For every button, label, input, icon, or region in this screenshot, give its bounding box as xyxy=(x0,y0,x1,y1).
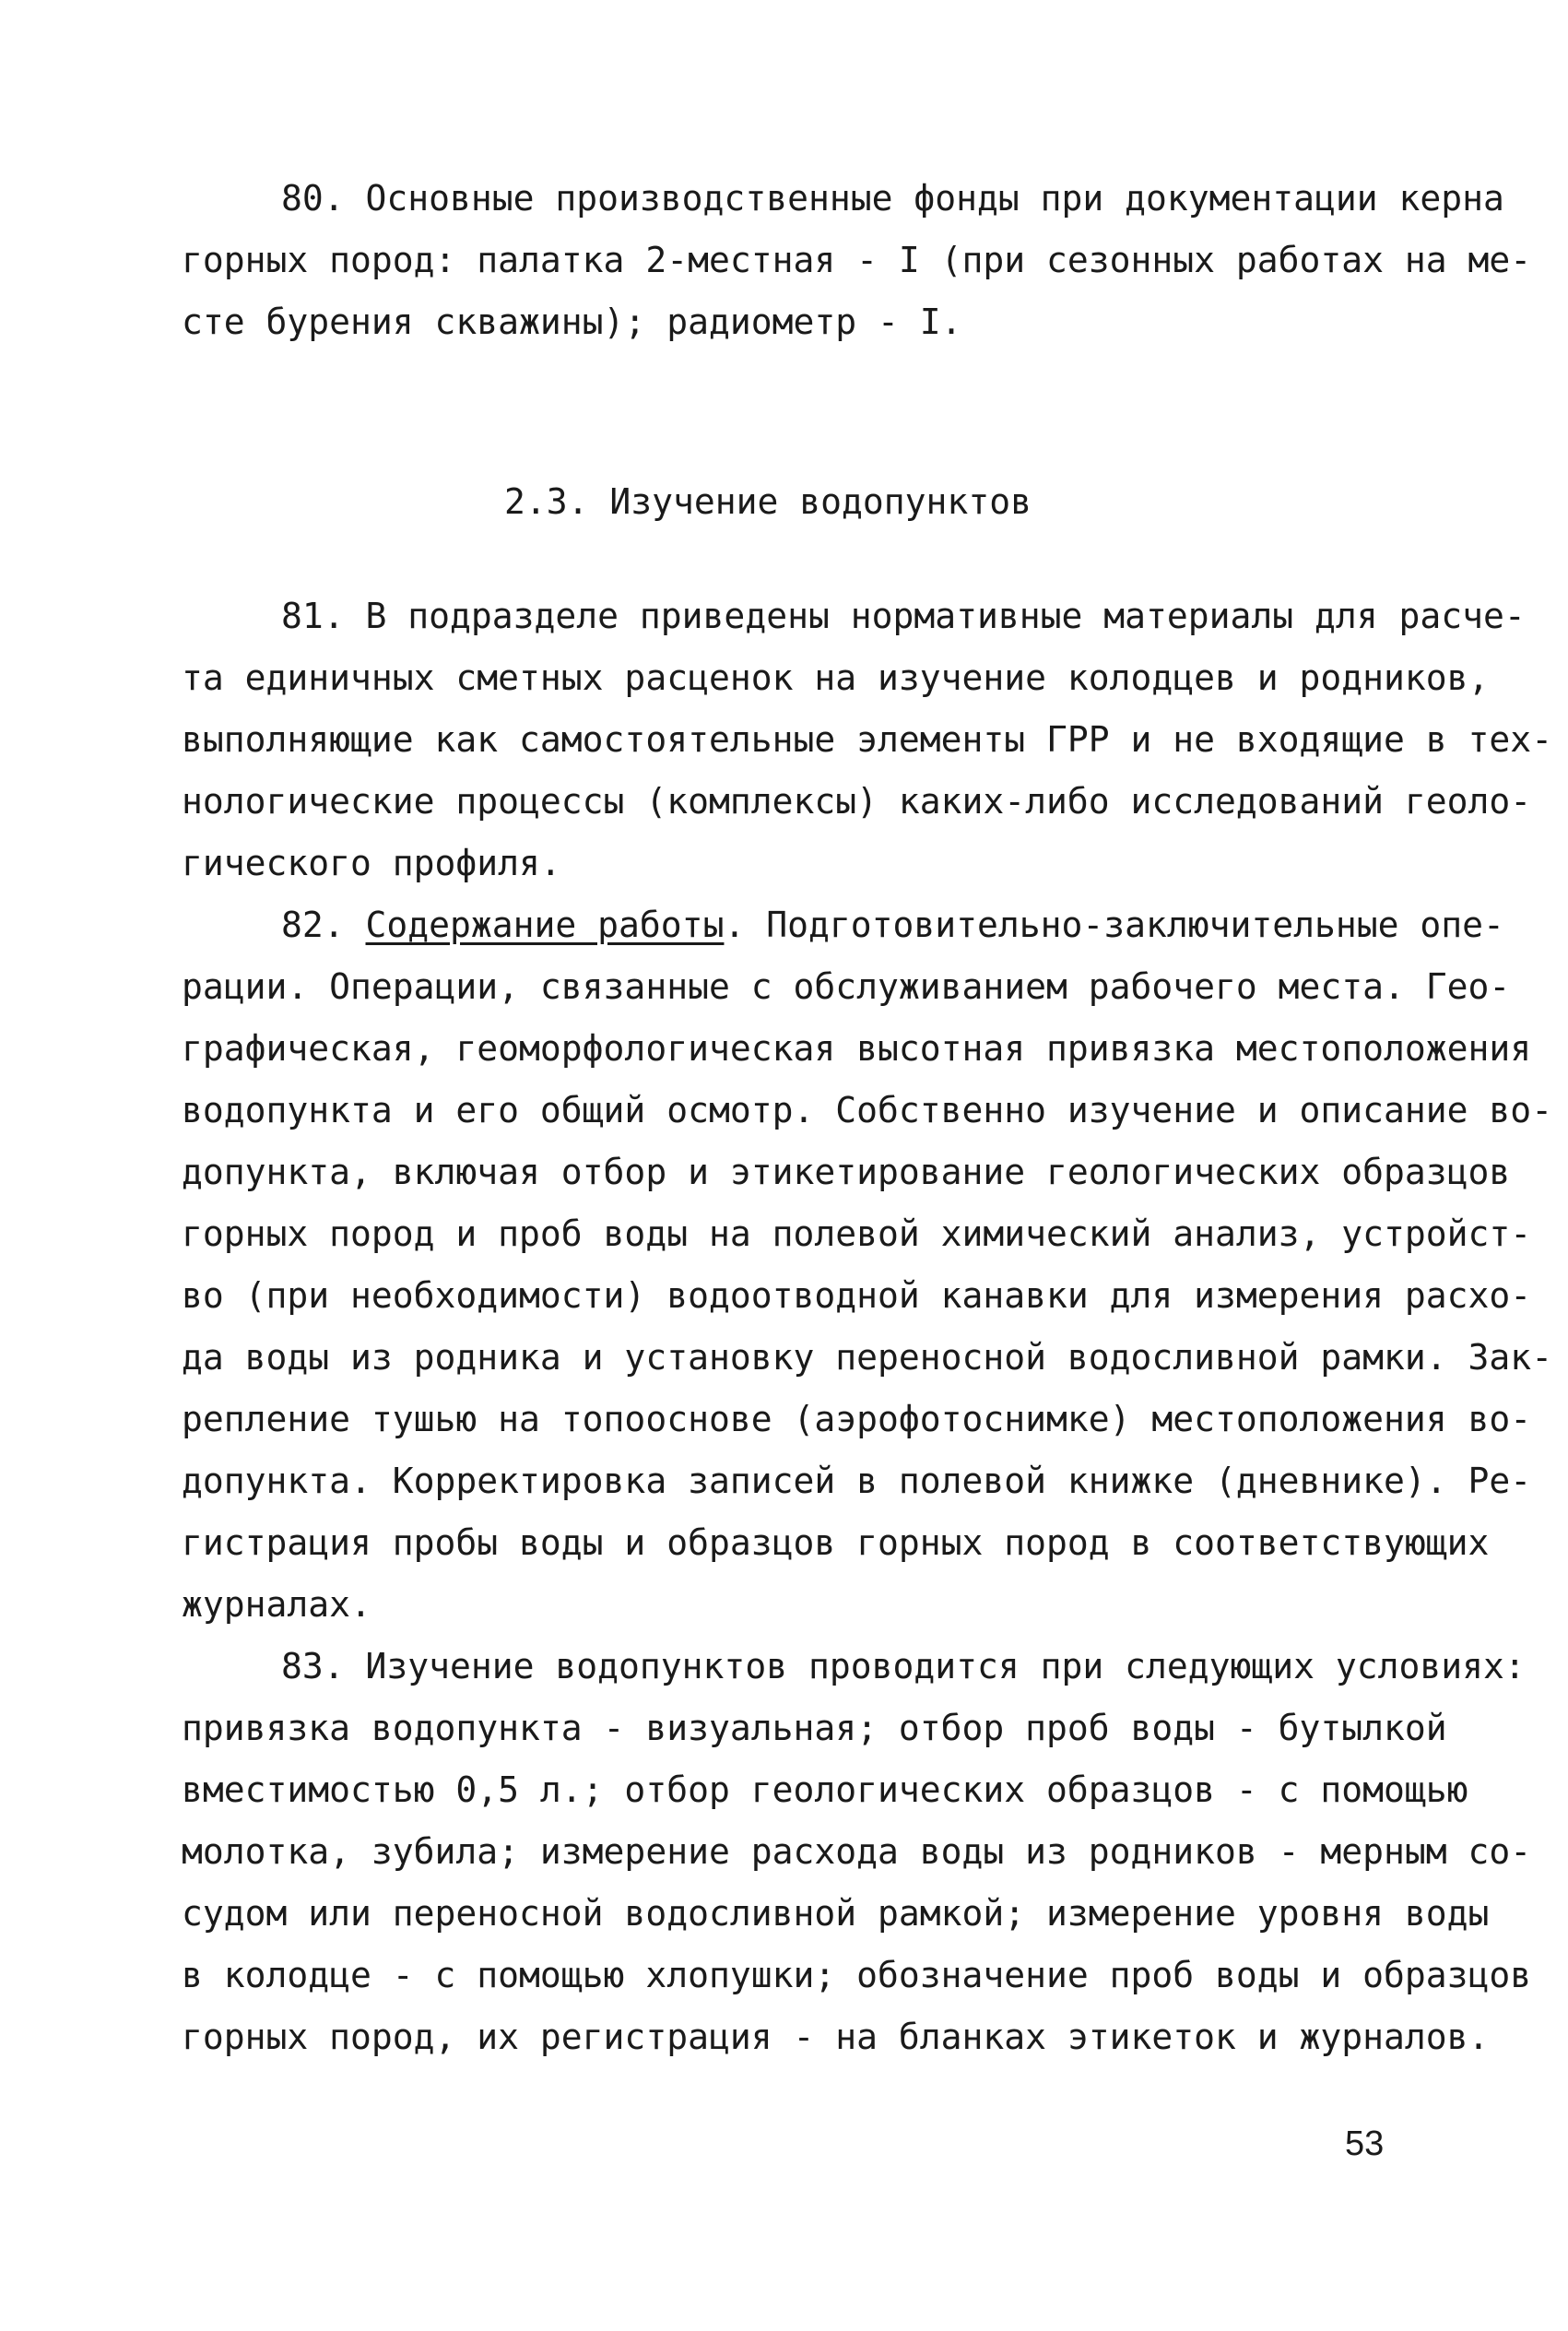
paragraph-81-line-2: та единичных сметных расценок на изучение колодцев и родников, xyxy=(182,657,1490,698)
paragraph-82-line-3: графическая, геоморфологическая высотная привязка местоположения xyxy=(182,1028,1532,1069)
paragraph-83-line-6: в колодце - с помощью хлопушки; обозначение проб воды и образцов xyxy=(182,1955,1532,1995)
page-number: 53 xyxy=(1345,2124,1385,2163)
paragraph-82-number: 82. xyxy=(281,905,366,945)
paragraph-82-line-4: водопункта и его общий осмотр. Собственно изучение и описание во- xyxy=(182,1090,1553,1130)
paragraph-83-line-3: вместимостью 0,5 л.; отбор геологических образцов - с помощью xyxy=(182,1769,1468,1810)
paragraph-82-underlined-title: Содержание работы xyxy=(365,905,725,945)
paragraph-80-line-1: 80. Основные производственные фонды при документации керна xyxy=(281,178,1504,219)
section-heading: 2.3. Изучение водопунктов xyxy=(504,481,1032,522)
paragraph-82-line-9: репление тушью на топооснове (аэрофотоснимке) местоположения во- xyxy=(182,1399,1532,1439)
paragraph-80-line-2: горных пород: палатка 2-местная - I (при сезонных работах на ме- xyxy=(182,240,1532,280)
paragraph-80-line-3: сте бурения скважины); радиометр - I. xyxy=(182,302,962,342)
paragraph-82-line-1-rest: . Подготовительно-заключительные опе- xyxy=(724,905,1504,945)
paragraph-82-line-10: допункта. Корректировка записей в полевой книжке (дневнике). Ре- xyxy=(182,1461,1532,1501)
paragraph-82-line-1 xyxy=(281,902,1504,948)
paragraph-83-line-2: привязка водопункта - визуальная; отбор проб воды - бутылкой xyxy=(182,1708,1447,1748)
paragraph-82-line-7: во (при необходимости) водоотводной канавки для измерения расхо- xyxy=(182,1275,1532,1316)
paragraph-81-line-4: нологические процессы (комплексы) каких-либо исследований геоло- xyxy=(182,781,1532,822)
paragraph-82-line-6: горных пород и проб воды на полевой химический анализ, устройст- xyxy=(182,1213,1532,1254)
paragraph-83-line-4: молотка, зубила; измерение расхода воды из родников - мерным со- xyxy=(182,1831,1532,1872)
paragraph-83-line-1: 83. Изучение водопунктов проводится при следующих условиях: xyxy=(281,1646,1526,1686)
paragraph-83-line-7: горных пород, их регистрация - на бланках этикеток и журналов. xyxy=(182,2017,1490,2057)
paragraph-81-line-3: выполняющие как самостоятельные элементы ГРР и не входящие в тех- xyxy=(182,719,1553,760)
paragraph-81-line-1: 81. В подразделе приведены нормативные материалы для расче- xyxy=(281,596,1526,636)
paragraph-83-line-5: судом или переносной водосливной рамкой; измерение уровня воды xyxy=(182,1893,1490,1934)
paragraph-82-line-8: да воды из родника и установку переносной водосливной рамки. Зак- xyxy=(182,1337,1553,1378)
paragraph-82-line-2: рации. Операции, связанные с обслуживанием рабочего места. Гео- xyxy=(182,966,1511,1007)
paragraph-82-line-12: журналах. xyxy=(182,1584,371,1625)
paragraph-81-line-5: гического профиля. xyxy=(182,843,561,883)
paragraph-82-line-11: гистрация пробы воды и образцов горных пород в соответствующих xyxy=(182,1522,1490,1563)
paragraph-82-line-5: допункта, включая отбор и этикетирование геологических образцов xyxy=(182,1152,1511,1192)
